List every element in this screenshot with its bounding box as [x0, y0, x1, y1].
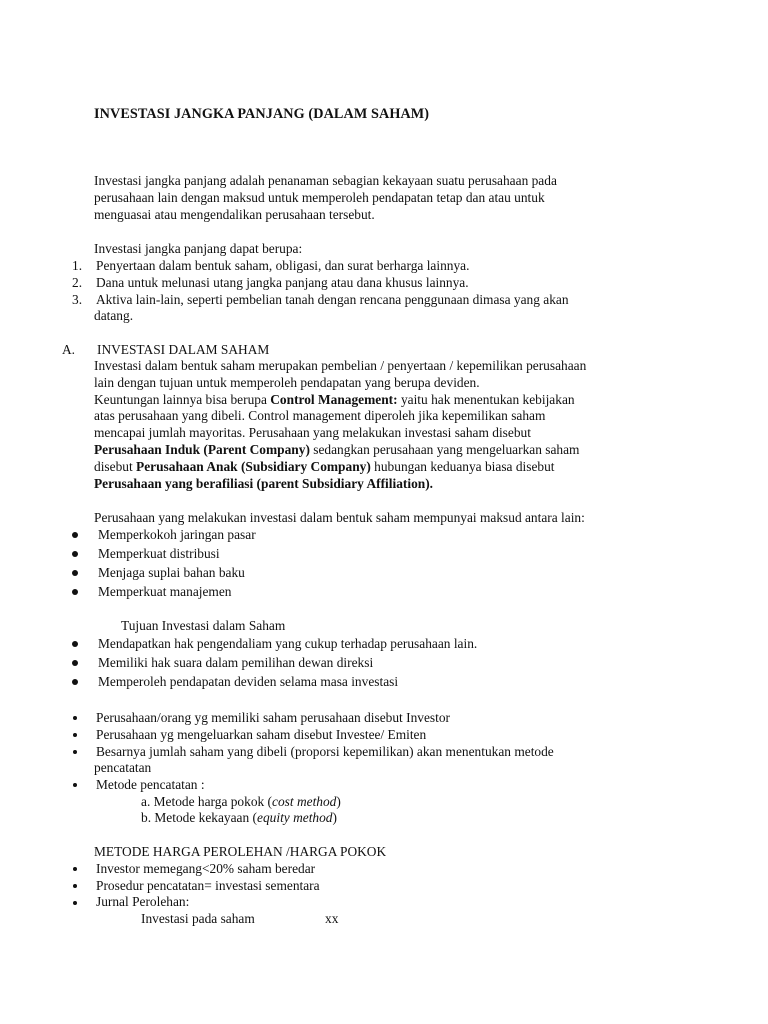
intro-line-3: menguasai atau mengendalikan perusahaan tersebut.	[94, 207, 375, 222]
journal-account: Investasi pada saham	[141, 911, 255, 926]
section-a-line-6	[94, 441, 579, 458]
bullet-icon	[73, 884, 77, 888]
notes-item-1: Perusahaan/orang yg memiliki saham perusahaan disebut Investor	[96, 710, 451, 725]
section-a-line-3	[94, 391, 575, 408]
bullet-icon	[72, 641, 78, 647]
purpose-item-4: Memperkuat manajemen	[98, 584, 232, 599]
section-a-line-7	[94, 458, 555, 475]
method-a	[141, 793, 341, 810]
section-a-line-7-a: disebut	[94, 459, 137, 474]
section-a-line-5: mencapai jumlah mayoritas. Perusahaan yang melakukan investasi saham disebut	[94, 425, 531, 440]
forms-lead: Investasi jangka panjang dapat berupa:	[94, 241, 303, 256]
goals-item-3: Memperoleh pendapatan deviden selama masa investasi	[98, 674, 399, 689]
section-a-line-6-b: sedangkan perusahaan yang mengeluarkan saham	[309, 442, 580, 457]
bullet-icon	[73, 750, 77, 754]
section-a-line-3-c: yaitu hak menentukan kebijakan	[397, 392, 575, 407]
subsidiary-company-term: Perusahaan Anak (Subsidiary Company)	[136, 459, 371, 474]
goals-item-1: Mendapatkan hak pengendaliam yang cukup terhadap perusahaan lain.	[98, 636, 478, 651]
forms-num-2: 2.	[72, 275, 83, 290]
bullet-icon	[73, 733, 77, 737]
forms-item-3-cont: datang.	[94, 308, 134, 323]
bullet-icon	[72, 532, 78, 538]
section-a-line-2: lain dengan tujuan untuk memperoleh pendapatan yang berupa deviden.	[94, 375, 480, 390]
section-a-line-1: Investasi dalam bentuk saham merupakan pembelian / penyertaan / kepemilikan perusahaan	[94, 358, 587, 373]
intro-line-2: perusahaan lain dengan maksud untuk memperoleh pendapatan tetap dan atau untuk	[94, 190, 545, 205]
parent-company-term: Perusahaan Induk (Parent Company)	[94, 442, 310, 457]
purpose-item-2: Memperkuat distribusi	[98, 546, 220, 561]
bullet-icon	[72, 679, 78, 685]
method-b-close: )	[332, 810, 337, 825]
section-a-line-4: atas perusahaan yang dibeli. Control management diperoleh jika kepemilikan saham	[94, 408, 546, 423]
forms-item-2: Dana untuk melunasi utang jangka panjang atau dana khusus lainnya.	[96, 275, 469, 290]
notes-item-3: Besarnya jumlah saham yang dibeli (proporsi kepemilikan) akan menentukan metode	[96, 744, 554, 759]
method-b	[141, 809, 337, 826]
bullet-icon	[73, 901, 77, 905]
purpose-item-3: Menjaga suplai bahan baku	[98, 565, 245, 580]
bullet-icon	[73, 867, 77, 871]
bullet-icon	[72, 589, 78, 595]
bullet-icon	[73, 716, 77, 720]
section-a-letter: A.	[62, 342, 76, 357]
methods-lead: Metode pencatatan :	[96, 777, 205, 792]
bullet-icon	[72, 570, 78, 576]
journal-amount: xx	[325, 911, 339, 926]
method-a-term: cost method	[272, 794, 337, 809]
affiliation-term: Perusahaan yang berafiliasi (parent Subsidiary Affiliation).	[94, 476, 434, 491]
forms-item-1: Penyertaan dalam bentuk saham, obligasi, dan surat berharga lainnya.	[96, 258, 470, 273]
intro-line-1: Investasi jangka panjang adalah penanaman sebagian kekayaan suatu perusahaan pada	[94, 173, 557, 188]
bullet-icon	[72, 660, 78, 666]
purpose-item-1: Memperkokoh jaringan pasar	[98, 527, 256, 542]
forms-item-3: Aktiva lain-lain, seperti pembelian tanah dengan rencana penggunaan dimasa yang akan	[96, 292, 569, 307]
notes-item-2: Perusahaan yg mengeluarkan saham disebut Investee/ Emiten	[96, 727, 427, 742]
notes-item-3-cont: pencatatan	[94, 760, 152, 775]
method-a-label: a. Metode harga pokok (	[141, 794, 273, 809]
section-a-line-3-a: Keuntungan lainnya bisa berupa	[94, 392, 271, 407]
control-management-term: Control Management:	[270, 392, 398, 407]
method-a-close: )	[336, 794, 341, 809]
purpose-lead: Perusahaan yang melakukan investasi dalam bentuk saham mempunyai maksud antara lain:	[94, 510, 585, 525]
cost-item-3: Jurnal Perolehan:	[96, 894, 190, 909]
bullet-icon	[73, 783, 77, 787]
cost-item-2: Prosedur pencatatan= investasi sementara	[96, 878, 320, 893]
method-b-label: b. Metode kekayaan (	[141, 810, 258, 825]
method-b-term: equity method	[257, 810, 333, 825]
bullet-icon	[72, 551, 78, 557]
cost-heading: METODE HARGA PEROLEHAN /HARGA POKOK	[94, 844, 387, 859]
forms-num-3: 3.	[72, 292, 83, 307]
section-a-line-7-c: hubungan keduanya biasa disebut	[370, 459, 555, 474]
document-title: INVESTASI JANGKA PANJANG (DALAM SAHAM)	[94, 106, 430, 122]
goals-heading: Tujuan Investasi dalam Saham	[121, 618, 286, 633]
goals-item-2: Memiliki hak suara dalam pemilihan dewan direksi	[98, 655, 374, 670]
section-a-heading: INVESTASI DALAM SAHAM	[97, 342, 270, 357]
forms-num-1: 1.	[72, 258, 83, 273]
cost-item-1: Investor memegang<20% saham beredar	[96, 861, 316, 876]
